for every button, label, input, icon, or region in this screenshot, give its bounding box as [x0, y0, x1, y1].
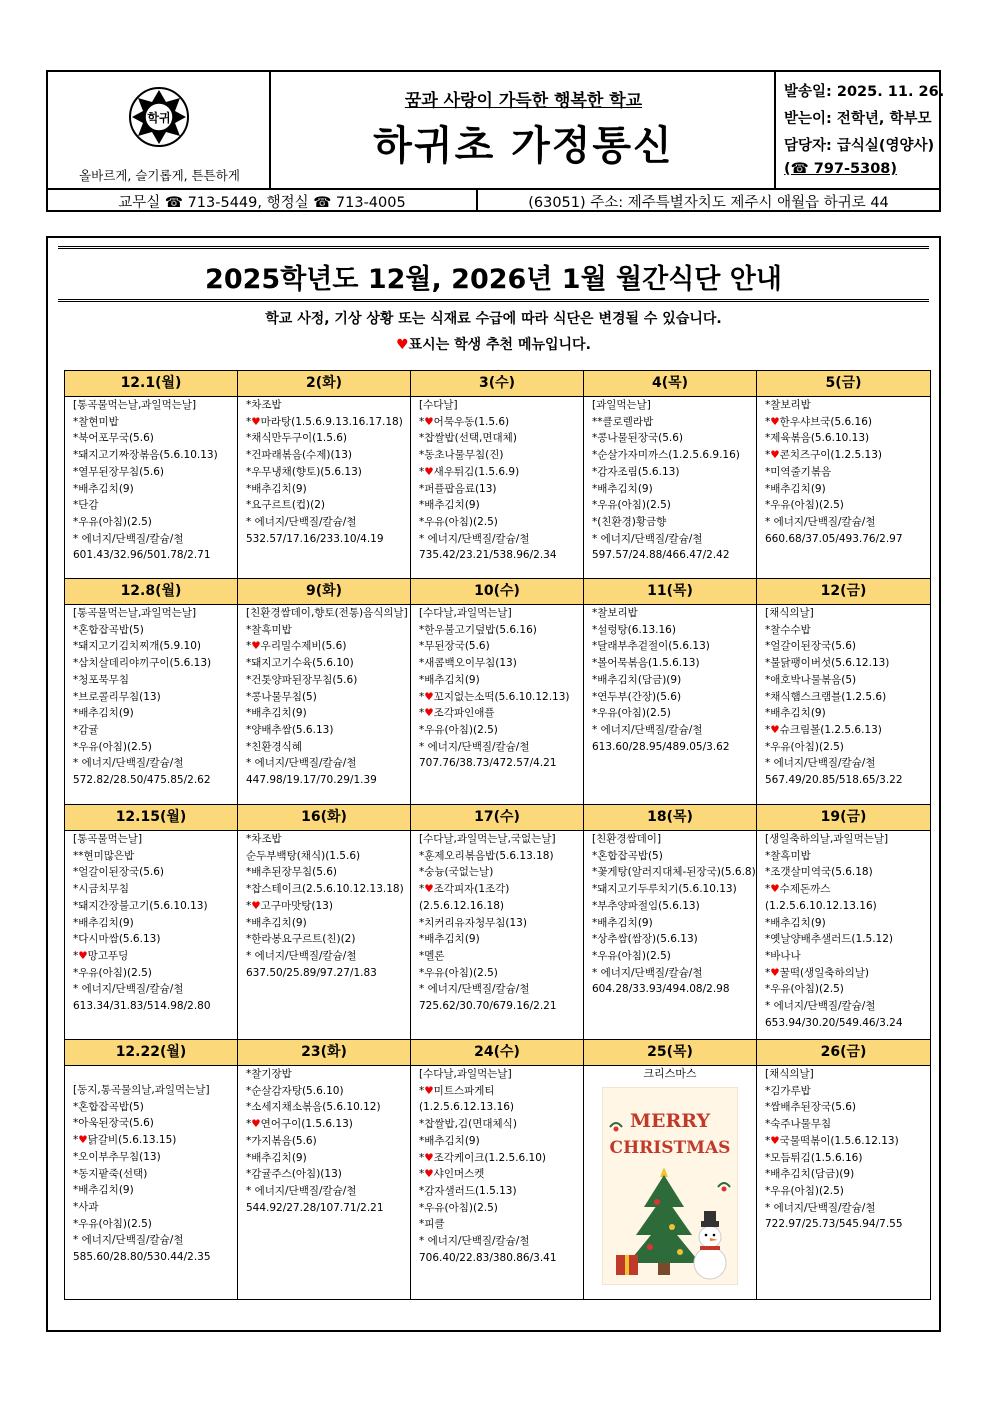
contact-person: 담당자: 급식실(영양사) — [784, 138, 935, 154]
seal-text: 학귀 — [147, 111, 171, 125]
menu-item: 637.50/25.89/97.27/1.83 — [246, 966, 377, 979]
day-header: 24(수) — [411, 1040, 584, 1066]
menu-item: *♥꼬지없는소떡(5.6.10.12.13) — [419, 690, 570, 703]
heart-icon: ♥ — [770, 966, 780, 979]
heart-icon: ♥ — [251, 899, 261, 912]
day-menu-cell — [238, 397, 411, 579]
menu-item: [친환경쌈데이,향토(전통)음식의날] — [246, 607, 408, 619]
school-slogan: 꿈과 사랑이 가득한 행복한 학교 — [404, 91, 643, 111]
recipient: 받는이: 전학년, 학부모 — [784, 111, 932, 127]
menu-item: * 에너지/단백질/칼슘/철 — [765, 757, 876, 770]
day-header: 23(화) — [238, 1040, 411, 1066]
menu-item: *피클 — [419, 1218, 445, 1231]
menu-item: * 에너지/단백질/칼슘/철 — [246, 1184, 357, 1197]
day-menu-cell — [411, 831, 584, 1040]
menu-item: *상추쌈(쌈장)(5.6.13) — [592, 933, 698, 946]
heart-icon: ♥ — [396, 337, 409, 353]
menu-item: *다시마쌈(5.6.13) — [73, 933, 161, 946]
menu-item: *우유(아침)(2.5) — [419, 1201, 498, 1214]
menu-item: *불닭팽이버섯(5.6.12.13) — [765, 657, 890, 670]
menu-item: 653.94/30.20/549.46/3.24 — [765, 1016, 903, 1029]
menu-item: *♥조각케이크(1.2.5.6.10) — [419, 1151, 547, 1164]
menu-item: * 에너지/단백질/칼슘/철 — [73, 532, 184, 545]
day-menu-cell — [757, 605, 931, 805]
day-header: 10(수) — [411, 579, 584, 605]
menu-item: *♥새우튀김(1.5.6.9) — [419, 465, 520, 478]
menu-item: *치커리유자청무침(13) — [419, 916, 527, 929]
menu-item: *바나나 — [765, 949, 801, 962]
card-text-line2: CHRISTMAS — [609, 1137, 731, 1158]
menu-item: *감귤주스(아침)(13) — [246, 1168, 342, 1181]
menu-item: [과일먹는날] — [592, 399, 651, 411]
heart-icon: ♥ — [424, 1168, 434, 1181]
menu-item: *동지팥죽(선택) — [73, 1167, 148, 1180]
menu-item: *삼치살데리야끼구이(5.6.13) — [73, 657, 212, 670]
menu-item: *요구르트(컵)(2) — [246, 499, 326, 512]
menu-item: *♥고구마맛탕(13) — [246, 899, 333, 912]
menu-item: 447.98/19.17/70.29/1.39 — [246, 774, 377, 787]
menu-item: *배추김치(9) — [246, 707, 307, 720]
menu-item: 660.68/37.05/493.76/2.97 — [765, 532, 903, 545]
menu-item: *배추김치(9) — [592, 916, 653, 929]
menu-item: *청포묵무침 — [73, 673, 129, 686]
day-header: 12.15(월) — [65, 805, 238, 831]
menu-item: *양배추쌈(5.6.13) — [246, 723, 334, 736]
menu-item: *감자조림(5.6.13) — [592, 465, 680, 478]
menu-item: * 에너지/단백질/칼슘/철 — [73, 757, 184, 770]
menu-item: *애호박나물볶음(5) — [765, 673, 857, 686]
menu-item: * 에너지/단백질/칼슘/철 — [419, 1235, 530, 1248]
menu-item: *혼합잡곡밥(5) — [73, 1100, 144, 1113]
menu-item: *(친환경)황금향 — [592, 515, 667, 528]
menu-row — [65, 605, 931, 805]
menu-item: *우유(아침)(2.5) — [419, 515, 498, 528]
menu-item: * 에너지/단백질/칼슘/철 — [73, 983, 184, 996]
menu-item: *배추김치(담금)(9) — [765, 1168, 855, 1181]
menu-item: *♥콘치즈구이(1.2.5.13) — [765, 449, 882, 462]
menu-item: *김가루밥 — [765, 1084, 811, 1097]
menu-item: *모듬튀김(1.5.6.16) — [765, 1151, 863, 1164]
menu-item: *혼합잡곡밥(5) — [73, 623, 144, 636]
heart-icon: ♥ — [424, 883, 434, 896]
day-header: 26(금) — [757, 1040, 931, 1066]
day-header: 16(화) — [238, 805, 411, 831]
day-menu-cell — [65, 397, 238, 579]
menu-item: *볼어묵볶음(1.5.6.13) — [592, 657, 700, 670]
day-header: 3(수) — [411, 371, 584, 397]
heart-icon: ♥ — [251, 640, 261, 653]
day-header-row — [65, 579, 931, 605]
day-menu-cell — [584, 1066, 757, 1300]
menu-item: *배추김치(9) — [73, 707, 134, 720]
menu-item: 567.49/20.85/518.65/3.22 — [765, 774, 903, 787]
menu-item: *찰보리밥 — [765, 399, 811, 411]
recommend-notice — [48, 334, 939, 354]
menu-item: *배추김치(9) — [592, 482, 653, 495]
menu-item: *배추김치(9) — [73, 1184, 134, 1197]
menu-item: *건파래볶음(수제)(13) — [246, 449, 352, 462]
menu-item: *돼지고기짜장볶음(5.6.10.13) — [73, 449, 218, 462]
menu-item: 707.76/38.73/472.57/4.21 — [419, 757, 557, 770]
menu-item: *♥어묵우동(1.5.6) — [419, 415, 510, 428]
school-logo-cell — [48, 72, 271, 188]
menu-item: 순두부백탕(채식)(1.5.6) — [246, 849, 361, 862]
heart-icon: ♥ — [770, 1134, 780, 1147]
menu-item: *돼지고기김치찌개(5.9.10) — [73, 640, 201, 653]
menu-item: * 에너지/단백질/칼슘/철 — [765, 1201, 876, 1214]
menu-item: *찰기장밥 — [246, 1068, 292, 1080]
menu-item: * 에너지/단백질/칼슘/철 — [592, 532, 703, 545]
menu-item: * 에너지/단백질/칼슘/철 — [246, 515, 357, 528]
menu-item: *찰흑미밥 — [765, 849, 811, 862]
day-header-row — [65, 805, 931, 831]
heart-icon: ♥ — [251, 415, 261, 428]
menu-item: * 에너지/단백질/칼슘/철 — [419, 532, 530, 545]
menu-item: *제육볶음(5.6.10.13) — [765, 432, 870, 445]
menu-item: *찰흑미밥 — [246, 623, 292, 636]
day-menu-cell — [238, 605, 411, 805]
day-header: 12(금) — [757, 579, 931, 605]
menu-item: *배추김치(담금)(9) — [592, 673, 682, 686]
menu-item: 572.82/28.50/475.85/2.62 — [73, 774, 211, 787]
menu-item: 532.57/17.16/233.10/4.19 — [246, 532, 384, 545]
menu-item: *멜론 — [419, 949, 445, 962]
menu-item: *사과 — [73, 1200, 99, 1213]
day-header-row — [65, 371, 931, 397]
menu-item: *배추김치(9) — [765, 482, 826, 495]
menu-item: [수다날] — [419, 399, 458, 411]
menu-item: *차조밥 — [246, 399, 282, 411]
menu-item: *♥꿀떡(생일축하의날) — [765, 966, 870, 979]
menu-item: [통곡물먹는날,과일먹는날] — [73, 607, 197, 619]
menu-item: *♥우리밀수제비(5.6) — [246, 640, 347, 653]
menu-item: *찹스테이크(2.5.6.10.12.13.18) — [246, 883, 404, 896]
menu-item: *퍼플팝음료(13) — [419, 482, 497, 495]
day-menu-cell — [757, 1066, 931, 1300]
menu-item: *콩나물된장국(5.6) — [592, 432, 683, 445]
menu-item: [채식의날] — [765, 1068, 814, 1080]
menu-item: *돼지간장불고기(5.6.10.13) — [73, 899, 208, 912]
day-menu-cell — [411, 605, 584, 805]
menu-item: *부추양파절임(5.6.13) — [592, 899, 700, 912]
menu-item: *소세지채소볶음(5.6.10.12) — [246, 1101, 381, 1114]
info-cell — [776, 72, 945, 188]
menu-item: 613.60/28.95/489.05/3.62 — [592, 740, 730, 753]
menu-item: *새콤백오이무침(13) — [419, 657, 517, 670]
day-menu-cell — [238, 1066, 411, 1300]
menu-item: *♥연어구이(1.5.6.13) — [246, 1118, 353, 1131]
menu-item: *조갯살미역국(5.6.18) — [765, 866, 873, 879]
menu-item: *우유(아침)(2.5) — [765, 1184, 844, 1197]
heart-icon: ♥ — [424, 1084, 434, 1097]
menu-item: *훈제오리볶음밥(5.6.13.18) — [419, 849, 554, 862]
menu-item: *오이부추무침(13) — [73, 1150, 161, 1163]
menu-item: *배추김치(9) — [765, 707, 826, 720]
menu-item: **현미많은밥 — [73, 849, 135, 862]
menu-item: *우유(아침)(2.5) — [73, 1217, 152, 1230]
menu-item: [통곡물먹는날] — [73, 833, 143, 845]
menu-item: *순살감자탕(5.6.10) — [246, 1084, 344, 1097]
menu-item: *우유(아침)(2.5) — [765, 740, 844, 753]
heart-icon: ♥ — [770, 723, 780, 736]
menu-item: * 에너지/단백질/칼슘/철 — [592, 723, 703, 736]
contact-bar — [48, 188, 939, 210]
menu-item: *배추김치(9) — [246, 1151, 307, 1164]
menu-item: *동초나물무침(진) — [419, 449, 504, 462]
menu-item: *차조밥 — [246, 833, 282, 845]
contact-phone: (☎ 797-5308) — [784, 161, 898, 177]
menu-item: *♥슈크림볼(1.2.5.6.13) — [765, 723, 882, 736]
menu-item: *옛날양배추샐러드(1.5.12) — [765, 933, 893, 946]
menu-item: [수다날,과일먹는날] — [419, 607, 512, 619]
menu-item: 725.62/30.70/679.16/2.21 — [419, 1000, 557, 1013]
menu-item: *브로콜리무침(13) — [73, 690, 161, 703]
menu-item: *얼갈이된장국(5.6) — [73, 866, 164, 879]
menu-item: *우무냉채(향토)(5.6.13) — [246, 465, 362, 478]
menu-item: * 에너지/단백질/칼슘/철 — [419, 983, 530, 996]
heart-icon: ♥ — [251, 1118, 261, 1131]
menu-item: [동지,통곡물의날,과일먹는날] — [73, 1084, 210, 1096]
menu-item: *배추김치(9) — [419, 933, 480, 946]
menu-item: *우유(아침)(2.5) — [73, 740, 152, 753]
menu-item: *배추김치(9) — [765, 916, 826, 929]
menu-table — [64, 370, 931, 1300]
menu-row — [65, 1066, 931, 1300]
day-menu-cell — [757, 397, 931, 579]
menu-item: *채식만두구이(1.5.6) — [246, 432, 348, 445]
menu-item: * 에너지/단백질/칼슘/철 — [592, 966, 703, 979]
day-header: 11(목) — [584, 579, 757, 605]
menu-item: *찰현미밥 — [73, 415, 119, 428]
menu-item: *설렁탕(6.13.16) — [592, 623, 676, 636]
day-header: 2(화) — [238, 371, 411, 397]
menu-item: *돼지고기두루치기(5.6.10.13) — [592, 883, 737, 896]
menu-item: *얼갈이된장국(5.6) — [765, 640, 856, 653]
day-header-row — [65, 1040, 931, 1066]
recommend-notice-text: 표시는 학생 추천 메뉴입니다. — [408, 337, 591, 353]
holiday-label: 크리스마스 — [643, 1067, 697, 1080]
day-menu-cell — [65, 605, 238, 805]
menu-item: 597.57/24.88/466.47/2.42 — [592, 549, 730, 562]
day-menu-cell — [584, 831, 757, 1040]
menu-item: *♥마라탕(1.5.6.9.13.16.17.18) — [246, 415, 403, 428]
menu-item: * 에너지/단백질/칼슘/철 — [765, 1000, 876, 1013]
menu-row — [65, 397, 931, 579]
school-address: (63051) 주소: 제주특별자치도 제주시 애월읍 하귀로 44 — [528, 195, 889, 211]
title-box — [58, 246, 929, 302]
menu-item: *무된장국(5.6) — [419, 640, 490, 653]
menu-item: *북어포무국(5.6) — [73, 432, 154, 445]
office-phones: 교무실 ☎ 713-5449, 행정실 ☎ 713-4005 — [118, 195, 406, 211]
day-menu-cell — [65, 1066, 238, 1300]
day-header: 18(목) — [584, 805, 757, 831]
day-menu-cell — [411, 397, 584, 579]
menu-item: *가지볶음(5.6) — [246, 1134, 317, 1147]
menu-item: *연두부(간장)(5.6) — [592, 690, 682, 703]
menu-item: *♥망고푸딩 — [73, 949, 129, 962]
day-header: 25(목) — [584, 1040, 757, 1066]
menu-item: *♥미트스파게티(1.2.5.6.12.13.16) — [419, 1084, 515, 1114]
menu-item: *아욱된장국(5.6) — [73, 1117, 154, 1130]
menu-item: *찹쌀밥,김(면대체식) — [419, 1118, 517, 1131]
menu-item: *배추된장무침(5.6) — [246, 866, 337, 879]
day-menu-cell — [584, 397, 757, 579]
menu-item: *♥한우샤브국(5.6.16) — [765, 415, 872, 428]
menu-item: *배추김치(9) — [73, 916, 134, 929]
day-menu-cell — [238, 831, 411, 1040]
menu-title: 2025학년도 12월, 2026년 1월 월간식단 안내 — [205, 264, 782, 295]
heart-icon: ♥ — [424, 1151, 434, 1164]
menu-item: *콩나물무침(5) — [246, 690, 317, 703]
day-header: 5(금) — [757, 371, 931, 397]
menu-item: *혼합잡곡밥(5) — [592, 849, 663, 862]
menu-item: *배추김치(9) — [73, 482, 134, 495]
menu-item: *열무된장무침(5.6) — [73, 465, 164, 478]
menu-item: *감자샐러드(1.5.13) — [419, 1184, 517, 1197]
heart-icon: ♥ — [770, 449, 780, 462]
menu-item: [생일축하의날,과일먹는날] — [765, 833, 889, 845]
menu-item: *우유(아침)(2.5) — [419, 966, 498, 979]
day-header: 12.1(월) — [65, 371, 238, 397]
day-menu-cell — [65, 831, 238, 1040]
letterhead — [46, 70, 945, 212]
menu-item: *배추김치(9) — [419, 1134, 480, 1147]
menu-item: *찰수수밥 — [765, 623, 811, 636]
menu-item: * 에너지/단백질/칼슘/철 — [73, 1234, 184, 1247]
menu-item: *우유(아침)(2.5) — [765, 983, 844, 996]
menu-item: *우유(아침)(2.5) — [592, 499, 671, 512]
menu-item: *♥국물떡볶이(1.5.6.12.13) — [765, 1134, 899, 1147]
menu-item: *시금치무침 — [73, 883, 129, 896]
menu-item: * 에너지/단백질/칼슘/철 — [419, 740, 530, 753]
menu-item: *건톳양파된장무침(5.6) — [246, 673, 358, 686]
menu-item: [수다날,과일먹는날,국없는날] — [419, 833, 556, 845]
menu-item: *♥조각파인애플 — [419, 707, 495, 720]
title-cell — [271, 72, 776, 188]
menu-item: *순살가자미까스(1.2.5.6.9.16) — [592, 449, 740, 462]
day-header: 17(수) — [411, 805, 584, 831]
school-motto: 올바르게, 슬기롭게, 튼튼하게 — [79, 168, 240, 183]
menu-item: **클로렐라밥 — [592, 415, 654, 428]
menu-item: [친환경쌈데이] — [592, 833, 662, 845]
christmas-card-image — [602, 1087, 738, 1285]
menu-item — [73, 1066, 237, 1082]
menu-item: *달래부추겉절이(5.6.13) — [592, 640, 710, 653]
menu-item: *우유(아침)(2.5) — [592, 707, 671, 720]
send-date: 발송일: 2025. 11. 26. — [784, 84, 945, 100]
menu-item: *배추김치(9) — [246, 482, 307, 495]
menu-item: [채식의날] — [765, 607, 814, 619]
menu-row — [65, 831, 931, 1040]
menu-item: *찰보리밥 — [592, 607, 638, 619]
menu-item: *쌈배추된장국(5.6) — [765, 1101, 856, 1114]
menu-item: 722.97/25.73/545.94/7.55 — [765, 1218, 903, 1231]
day-menu-cell — [411, 1066, 584, 1300]
menu-item: [통곡물먹는날,과일먹는날] — [73, 399, 197, 411]
day-header: 19(금) — [757, 805, 931, 831]
heart-icon: ♥ — [78, 1134, 88, 1147]
day-header: 4(목) — [584, 371, 757, 397]
heart-icon: ♥ — [770, 883, 780, 896]
menu-item: *단감 — [73, 499, 99, 512]
newsletter-title: 하귀초 가정통신 — [373, 123, 674, 169]
menu-item: 604.28/33.93/494.08/2.98 — [592, 983, 730, 996]
card-text-line1: MERRY — [629, 1109, 711, 1132]
menu-item: *배추김치(9) — [419, 499, 480, 512]
heart-icon: ♥ — [424, 690, 434, 703]
day-header: 12.22(월) — [65, 1040, 238, 1066]
school-seal-icon — [128, 86, 190, 148]
menu-item: *한라봉요구르트(친)(2) — [246, 933, 356, 946]
menu-item: *배추김치(9) — [419, 673, 480, 686]
menu-item: 613.34/31.83/514.98/2.80 — [73, 1000, 211, 1013]
menu-item: *미역줄기볶음 — [765, 465, 832, 478]
menu-item: *꽃게탕(알러지대체-된장국)(5.6.8) — [592, 866, 756, 879]
menu-item: 585.60/28.80/530.44/2.35 — [73, 1251, 211, 1264]
heart-icon: ♥ — [424, 415, 434, 428]
menu-item: *친환경식혜 — [246, 740, 302, 753]
day-header: 9(화) — [238, 579, 411, 605]
menu-item: * 에너지/단백질/칼슘/철 — [246, 949, 357, 962]
menu-item: *한우불고기덮밥(5.6.16) — [419, 623, 537, 636]
menu-item: *♥닭갈비(5.6.13.15) — [73, 1134, 177, 1147]
heart-icon: ♥ — [770, 415, 780, 428]
menu-item: 544.92/27.28/107.71/2.21 — [246, 1201, 384, 1214]
day-header: 12.8(월) — [65, 579, 238, 605]
heart-icon: ♥ — [78, 949, 88, 962]
menu-item: *숭늉(국없는날) — [419, 866, 494, 879]
menu-item: *숙주나물무침 — [765, 1118, 832, 1131]
day-menu-cell — [584, 605, 757, 805]
menu-item: *♥샤인머스켓 — [419, 1168, 485, 1181]
menu-item: *감귤 — [73, 723, 99, 736]
menu-item: *찹쌀밥(선택,면대체) — [419, 432, 517, 445]
menu-item: [수다날,과일먹는날] — [419, 1068, 512, 1080]
menu-item: *♥수제돈까스(1.2.5.6.10.12.13.16) — [765, 883, 877, 912]
menu-item: 601.43/32.96/501.78/2.71 — [73, 549, 211, 562]
menu-item: *우유(아침)(2.5) — [765, 499, 844, 512]
menu-item: *배추김치(9) — [246, 916, 307, 929]
menu-item: *우유(아침)(2.5) — [419, 723, 498, 736]
menu-item: *우유(아침)(2.5) — [592, 949, 671, 962]
heart-icon: ♥ — [424, 707, 434, 720]
menu-item: *채식햄스크램블(1.2.5.6) — [765, 690, 887, 703]
menu-item: * 에너지/단백질/칼슘/철 — [765, 515, 876, 528]
change-notice: 학교 사정, 기상 상황 또는 식재료 수급에 따라 식단은 변경될 수 있습니다. — [265, 311, 722, 327]
menu-item: *돼지고기수육(5.6.10) — [246, 657, 354, 670]
menu-item: 706.40/22.83/380.86/3.41 — [419, 1251, 557, 1264]
menu-notice — [46, 236, 941, 1332]
day-menu-cell — [757, 831, 931, 1040]
menu-item: *♥조각피자(1조각)(2.5.6.12.16.18) — [419, 883, 510, 912]
menu-item: *우유(아침)(2.5) — [73, 515, 152, 528]
heart-icon: ♥ — [424, 465, 434, 478]
menu-item: * 에너지/단백질/칼슘/철 — [246, 757, 357, 770]
menu-item: 735.42/23.21/538.96/2.34 — [419, 549, 557, 562]
menu-item: *우유(아침)(2.5) — [73, 966, 152, 979]
